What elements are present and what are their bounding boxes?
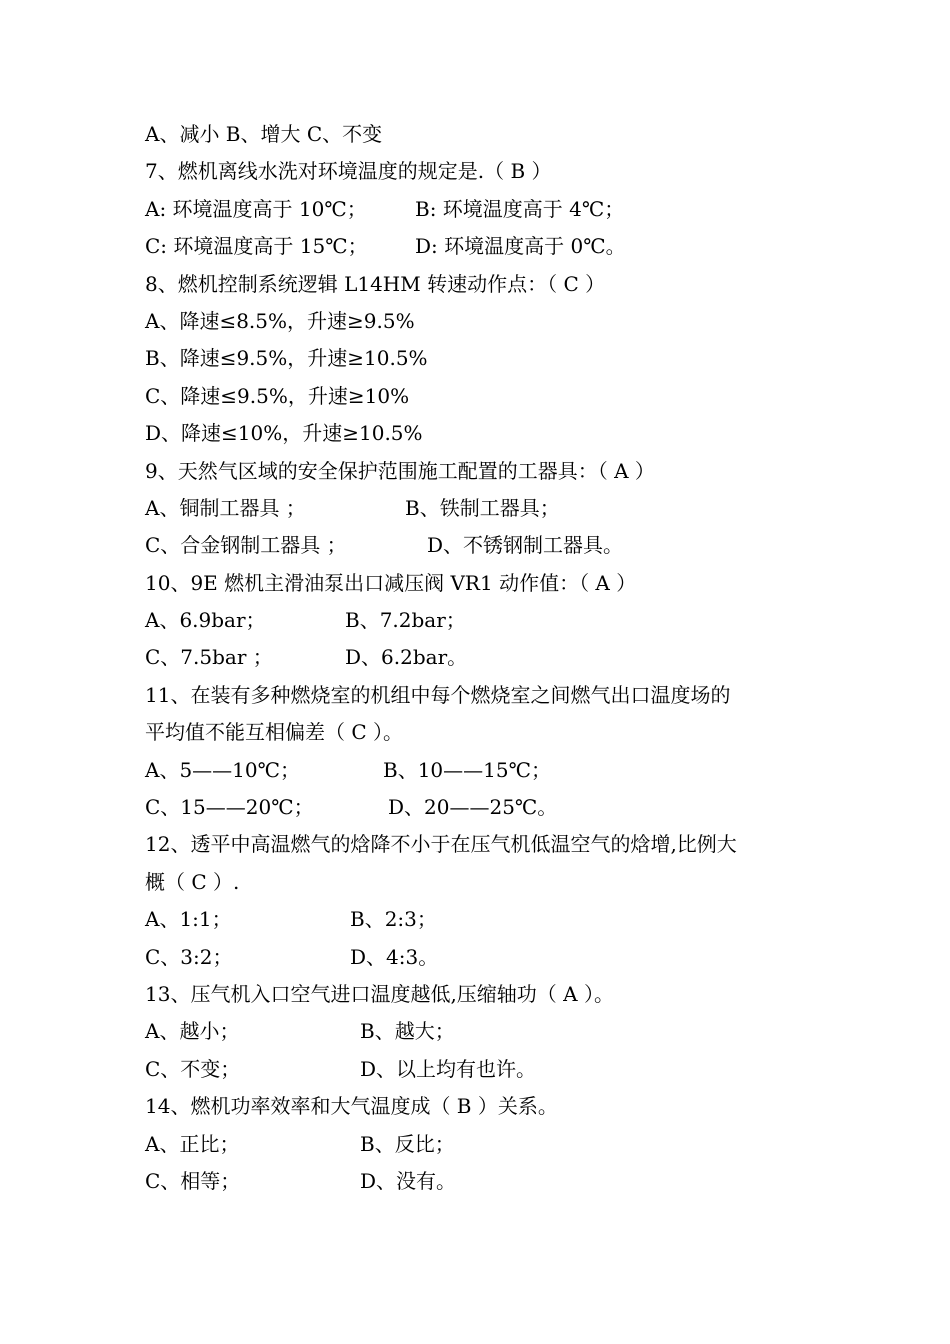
question-line [145, 677, 825, 714]
option-text: A、5——10℃； [145, 757, 300, 782]
option-text: C: 环境温度高于 15℃； [145, 234, 368, 259]
question-line [145, 453, 825, 490]
options-line [145, 752, 825, 789]
option-text: D、6.2bar。 [345, 645, 468, 670]
options-line [145, 1051, 825, 1088]
option-text: A、1:1； [145, 907, 232, 932]
option-text: C、不变； [145, 1056, 241, 1081]
option-text: C、相等； [145, 1168, 241, 1193]
option-line [145, 378, 825, 415]
option-text: C、合金钢制工器具 ； [145, 533, 347, 558]
question-text: 12、透平中高温燃气的焓降不小于在压气机低温空气的焓增,比例大 [145, 832, 737, 857]
question-text: 9、天然气区域的安全保护范围施工配置的工器具：（ A ） [145, 458, 655, 483]
option-text: D、不锈钢制工器具。 [427, 533, 624, 558]
option-text: A、越小； [145, 1019, 240, 1044]
question-line [145, 714, 825, 751]
option-text: B、降速≤9.5%，升速≥10.5% [145, 346, 428, 371]
option-text: D、降速≤10%，升速≥10.5% [145, 421, 423, 446]
option-text: A、6.9bar； [145, 608, 266, 633]
option-text: A、降速≤8.5%，升速≥9.5% [145, 308, 415, 333]
options-line [145, 639, 825, 676]
question-text: 概（ C ）. [145, 869, 240, 894]
option-text: B、10——15℃； [383, 757, 551, 782]
option-text: C、15——20℃； [145, 795, 314, 820]
option-text: A、铜制工器具 ； [145, 495, 306, 520]
question-text: 8、燃机控制系统逻辑 L14HM 转速动作点：（ C ） [145, 271, 606, 296]
question-line [145, 864, 825, 901]
question-line [145, 1088, 825, 1125]
options-line [145, 901, 825, 938]
question-text: 14、燃机功率效率和大气温度成（ B ）关系。 [145, 1094, 558, 1119]
option-line [145, 415, 825, 452]
options-line [145, 1013, 825, 1050]
text-segment: A、减小 B、增大 C、不变 [145, 122, 383, 146]
options-line [145, 1126, 825, 1163]
option-text: C、7.5bar ； [145, 645, 273, 670]
document-body [145, 116, 825, 1200]
option-text: B、反比； [360, 1131, 455, 1156]
question-text: 11、在装有多种燃烧室的机组中每个燃烧室之间燃气出口温度场的 [145, 682, 731, 707]
option-text: D、4:3。 [350, 944, 439, 969]
option-line [145, 340, 825, 377]
question-line [145, 266, 825, 303]
option-text: D、没有。 [360, 1168, 457, 1193]
option-text: A: 环境温度高于 10℃； [145, 196, 367, 221]
option-text: B: 环境温度高于 4℃； [415, 196, 625, 221]
option-text: B、2:3； [350, 907, 437, 932]
text-line [145, 116, 825, 153]
question-line [145, 976, 825, 1013]
question-line [145, 826, 825, 863]
options-line [145, 490, 825, 527]
question-text: 平均值不能互相偏差（ C ）。 [145, 720, 404, 745]
question-text: 10、9E 燃机主滑油泵出口减压阀 VR1 动作值：（ A ） [145, 570, 637, 595]
options-line [145, 228, 825, 265]
question-text: 13、压气机入口空气进口温度越低,压缩轴功（ A ）。 [145, 981, 614, 1006]
option-text: D、以上均有也许。 [360, 1056, 537, 1081]
option-text: D、20——25℃。 [388, 795, 558, 820]
option-text: B、7.2bar； [345, 608, 466, 633]
option-text: C、降速≤9.5%，升速≥10% [145, 383, 410, 408]
option-text: B、铁制工器具； [405, 495, 560, 520]
options-line [145, 527, 825, 564]
options-line [145, 602, 825, 639]
option-line [145, 303, 825, 340]
options-line [145, 789, 825, 826]
option-text: D: 环境温度高于 0℃。 [415, 234, 626, 259]
option-text: C、3:2； [145, 944, 233, 969]
options-line [145, 1163, 825, 1200]
option-text: A、正比； [145, 1131, 240, 1156]
question-line [145, 565, 825, 602]
question-text: 7、燃机离线水洗对环境温度的规定是.（ B ） [145, 159, 552, 184]
question-line [145, 153, 825, 190]
option-text: B、越大； [360, 1019, 455, 1044]
options-line [145, 191, 825, 228]
options-line [145, 939, 825, 976]
